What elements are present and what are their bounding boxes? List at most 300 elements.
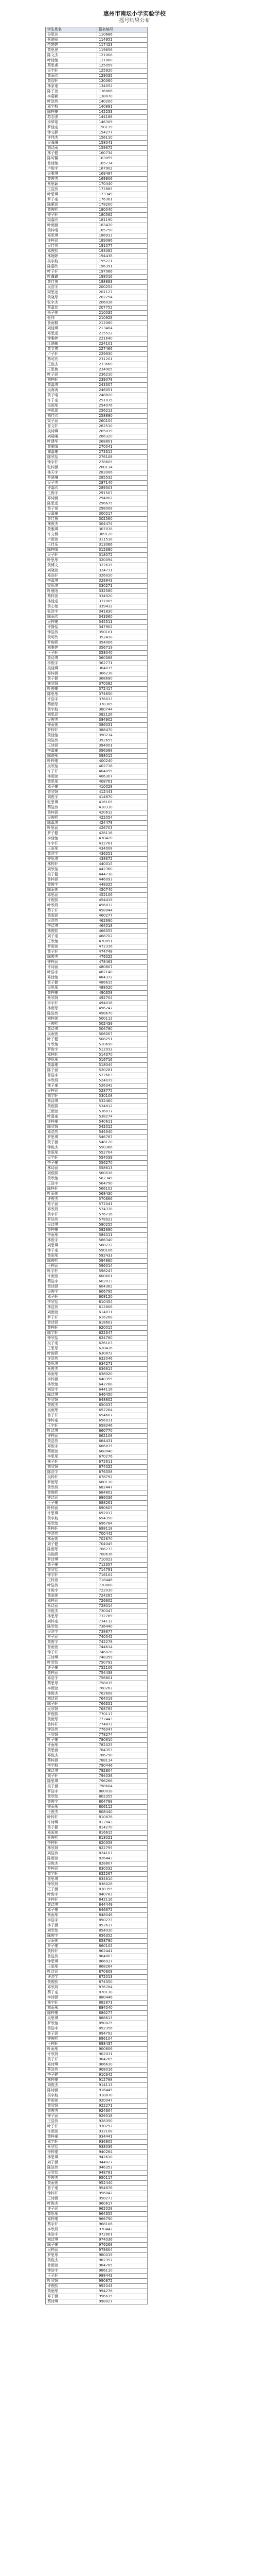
registration-number-cell: 215522 — [97, 331, 148, 336]
registration-number-cell: 508251 — [97, 1037, 148, 1042]
registration-number-cell: 265019 — [97, 429, 148, 434]
table-row — [46, 1083, 148, 1089]
student-name-cell: 黄宇航 — [46, 1516, 97, 1521]
table-row — [46, 1150, 148, 1156]
registration-number-cell: 962028 — [97, 2207, 148, 2212]
student-name-cell: 陈文杰 — [46, 53, 97, 58]
table-row — [46, 1650, 148, 1655]
table-row — [46, 110, 148, 115]
student-name-cell: 梁嘉欣 — [46, 218, 97, 223]
table-row — [46, 584, 148, 589]
student-name-cell: 蔡雨萱 — [46, 1449, 97, 1454]
student-name-cell: 黄梓轩 — [46, 1326, 97, 1331]
table-row — [46, 414, 148, 419]
table-row — [46, 1460, 148, 1465]
registration-number-cell: 234905 — [97, 367, 148, 372]
table-row — [46, 295, 148, 300]
table-row — [46, 316, 148, 321]
table-row — [46, 1434, 148, 1439]
table-row — [46, 1047, 148, 1053]
student-name-cell: 罗俊杰 — [46, 2176, 97, 2181]
registration-number-cell: 221640 — [97, 336, 148, 342]
registration-number-cell: 266320 — [97, 434, 148, 439]
registration-number-cell: 596014 — [97, 1264, 148, 1269]
table-row — [46, 630, 148, 635]
registration-number-cell: 612806 — [97, 1305, 148, 1310]
registration-number-cell: 910342 — [97, 2073, 148, 2078]
table-row — [46, 1037, 148, 1042]
registration-number-cell: 610454 — [97, 1300, 148, 1305]
table-row — [46, 898, 148, 903]
table-row — [46, 785, 148, 790]
registration-number-cell: 786798 — [97, 1753, 148, 1758]
student-name-cell: 许欣妍 — [46, 2052, 97, 2057]
table-row — [46, 1274, 148, 1279]
student-name-cell: 邓俊熙 — [46, 249, 97, 254]
student-name-cell: 曾子豪 — [46, 2186, 97, 2191]
registration-number-cell: 146309 — [97, 120, 148, 125]
table-row — [46, 1717, 148, 1722]
student-name-cell: 钟梓涵 — [46, 960, 97, 965]
student-name-cell: 钟宇轩 — [46, 460, 97, 465]
table-row — [46, 445, 148, 450]
student-name-cell: 许梓轩 — [46, 1897, 97, 1903]
registration-number-cell: 716104 — [97, 1573, 148, 1578]
student-name-cell: 曾雨萱 — [46, 1645, 97, 1650]
student-name-cell: 林思彤 — [46, 1614, 97, 1619]
student-name-cell: 黄思彤 — [46, 779, 97, 785]
registration-number-cell: 864803 — [97, 1954, 148, 1959]
student-name-cell: 黄雨萱 — [46, 2181, 97, 2186]
table-row — [46, 2104, 148, 2109]
registration-number-cell: 914113 — [97, 2083, 148, 2088]
registration-number-cell: 194438 — [97, 254, 148, 259]
registration-number-cell: 304474 — [97, 522, 148, 527]
table-row — [46, 1934, 148, 1939]
student-name-cell: 李宇航 — [46, 1764, 97, 1769]
table-row — [46, 1964, 148, 1970]
table-row — [46, 2057, 148, 2062]
table-row — [46, 1588, 148, 1594]
registration-number-cell: 530108 — [97, 1094, 148, 1099]
student-name-cell: 曾欣妍 — [46, 790, 97, 795]
student-name-cell: 钟文静 — [46, 130, 97, 135]
student-name-cell: 罗佳豪 — [46, 125, 97, 130]
registration-number-cell: 534812 — [97, 1104, 148, 1109]
registration-number-cell: 980019 — [97, 2253, 148, 2258]
student-name-cell: 黄子健 — [46, 676, 97, 682]
registration-number-cell: 754438 — [97, 1671, 148, 1676]
student-name-cell: 罗梓涵 — [46, 1867, 97, 1872]
table-row — [46, 1758, 148, 1764]
registration-number-cell: 684803 — [97, 1490, 148, 1496]
student-name-cell: 张梓涵 — [46, 465, 97, 470]
registration-number-cell: 626103 — [97, 1341, 148, 1346]
registration-number-cell: 874350 — [97, 1980, 148, 1985]
table-row — [46, 1032, 148, 1037]
student-name-cell: 钟雨彤 — [46, 1805, 97, 1810]
student-name-cell: 刘梓轩 — [46, 378, 97, 383]
student-name-cell: 吴雨彤 — [46, 1408, 97, 1413]
student-name-cell: 吴子杰 — [46, 481, 97, 486]
table-row — [46, 1599, 148, 1604]
table-row — [46, 867, 148, 872]
registration-number-cell: 678792 — [97, 1475, 148, 1480]
table-row — [46, 486, 148, 491]
table-row — [46, 1444, 148, 1449]
registration-number-cell: 440015 — [97, 862, 148, 867]
student-name-cell: 黄俊杰 — [46, 2258, 97, 2263]
student-name-cell: 黄欣妍 — [46, 2104, 97, 2109]
registration-number-cell: 474748 — [97, 950, 148, 955]
registration-number-cell: 130060 — [97, 79, 148, 84]
table-row — [46, 1810, 148, 1815]
registration-number-cell: 246051 — [97, 388, 148, 393]
student-name-cell: 罗晓琳 — [46, 476, 97, 481]
registration-number-cell: 794038 — [97, 1774, 148, 1779]
registration-number-cell: 998027 — [97, 2299, 148, 2304]
student-name-cell: 罗欣怡 — [46, 2021, 97, 2026]
student-name-cell: 邓宇轩 — [46, 2140, 97, 2145]
registration-number-cell: 224101 — [97, 342, 148, 347]
student-name-cell: 黄俊宇 — [46, 1640, 97, 1645]
table-row — [46, 2042, 148, 2047]
registration-number-cell: 258890 — [97, 414, 148, 419]
table-row — [46, 1836, 148, 1841]
student-name-cell: 许雨萱 — [46, 2129, 97, 2134]
table-row — [46, 1114, 148, 1120]
registration-number-cell: 796266 — [97, 1779, 148, 1784]
table-row — [46, 372, 148, 378]
student-name-cell: 张宇杰 — [46, 300, 97, 306]
registration-number-cell: 752106 — [97, 1666, 148, 1671]
registration-number-cell: 356719 — [97, 646, 148, 651]
table-row — [46, 105, 148, 110]
student-name-cell: 王浩然 — [46, 2119, 97, 2124]
table-row — [46, 254, 148, 259]
table-row — [46, 1439, 148, 1444]
student-name-cell: 邓浩轩 — [46, 573, 97, 579]
table-row — [46, 1532, 148, 1537]
table-row — [46, 1892, 148, 1897]
student-name-cell: 曾诗涵 — [46, 1320, 97, 1326]
student-name-cell: 邓雨彤 — [46, 1372, 97, 1377]
student-name-cell: 刘雨萱 — [46, 1310, 97, 1315]
student-name-cell: 叶思涵 — [46, 826, 97, 831]
student-name-cell: 邓俊宇 — [46, 1444, 97, 1449]
table-row — [46, 1954, 148, 1959]
registration-number-cell: 544340 — [97, 1130, 148, 1135]
student-name-cell: 陈晓彤 — [46, 754, 97, 759]
table-row — [46, 1722, 148, 1727]
student-name-cell: 刘思涵 — [46, 713, 97, 718]
table-row — [46, 166, 148, 172]
table-row — [46, 573, 148, 579]
student-name-cell: 陈俊杰 — [46, 955, 97, 960]
registration-number-cell: 372417 — [97, 687, 148, 692]
student-name-cell: 黄浩宇 — [46, 2026, 97, 2031]
student-name-cell: 黄子轩 — [46, 2057, 97, 2062]
table-row — [46, 1990, 148, 1995]
registration-number-cell: 289303 — [97, 486, 148, 491]
registration-number-cell: 862441 — [97, 1949, 148, 1954]
student-name-cell: 林欣妍 — [46, 1846, 97, 1851]
student-name-cell: 黄子健 — [46, 1825, 97, 1831]
registration-number-cell: 924604 — [97, 2109, 148, 2114]
student-name-cell: 刘浩然 — [46, 1851, 97, 1856]
student-name-cell: 林欣妍 — [46, 682, 97, 687]
student-name-cell: 陈思远 — [46, 501, 97, 506]
registration-number-cell: 482140 — [97, 970, 148, 975]
student-name-cell: 陈欣怡 — [46, 455, 97, 460]
table-row — [46, 1552, 148, 1557]
student-name-cell: 王俊熙 — [46, 1022, 97, 1027]
registration-number-cell: 758035 — [97, 1681, 148, 1686]
student-name-cell: 许俊熙 — [46, 2284, 97, 2289]
registration-number-cell: 298008 — [97, 506, 148, 512]
student-name-cell: 罗雨萱 — [46, 2098, 97, 2104]
student-name-cell: 陈诗琪 — [46, 1393, 97, 1398]
registration-number-cell: 944027 — [97, 2160, 148, 2165]
registration-number-cell: 404095 — [97, 769, 148, 774]
student-name-cell: 吴欣怡 — [46, 764, 97, 769]
registration-number-cell: 654607 — [97, 1413, 148, 1418]
registration-number-cell: 380744 — [97, 707, 148, 713]
table-row — [46, 1341, 148, 1346]
registration-number-cell: 888613 — [97, 2016, 148, 2021]
student-name-cell: 吴佳琪 — [46, 666, 97, 671]
registration-number-cell: 948781 — [97, 2171, 148, 2176]
column-header-student-name: 学生姓名 — [46, 27, 97, 32]
registration-number-cell: 178200 — [97, 202, 148, 208]
registration-number-cell: 291507 — [97, 491, 148, 496]
table-row — [46, 640, 148, 646]
registration-number-cell: 548120 — [97, 1140, 148, 1145]
table-row — [46, 1485, 148, 1490]
table-row — [46, 1125, 148, 1130]
student-name-cell: 林俊宇 — [46, 1238, 97, 1243]
registration-number-cell: 154277 — [97, 130, 148, 135]
registration-number-cell: 682447 — [97, 1485, 148, 1490]
table-row — [46, 676, 148, 682]
student-name-cell: 黄子晴 — [46, 393, 97, 398]
registration-number-cell: 343360 — [97, 615, 148, 620]
student-name-cell: 钟思琪 — [46, 857, 97, 862]
table-row — [46, 1377, 148, 1382]
student-name-cell: 林俊杰 — [46, 1691, 97, 1697]
registration-number-cell: 210928 — [97, 316, 148, 321]
table-row — [46, 1594, 148, 1599]
registration-number-cell: 436251 — [97, 852, 148, 857]
student-name-cell: 邓子豪 — [46, 1908, 97, 1913]
table-row — [46, 2165, 148, 2171]
registration-number-cell: 778274 — [97, 1733, 148, 1738]
table-row — [46, 1686, 148, 1691]
table-row — [46, 1815, 148, 1820]
table-row — [46, 1228, 148, 1233]
registration-number-cell: 776047 — [97, 1727, 148, 1733]
student-name-cell: 邓雨萱 — [46, 1831, 97, 1836]
student-name-cell: 陈浩宇 — [46, 1470, 97, 1475]
student-name-cell: 许梓豪 — [46, 1120, 97, 1125]
table-row — [46, 326, 148, 331]
table-row — [46, 553, 148, 558]
student-name-cell: 叶雨彤 — [46, 2047, 97, 2052]
student-name-cell: 罗思琪 — [46, 1135, 97, 1140]
student-name-cell: 李欣怡 — [46, 1300, 97, 1305]
student-name-cell: 刘梓萱 — [46, 1016, 97, 1022]
registration-number-cell: 886277 — [97, 2011, 148, 2016]
student-name-cell: 李子豪 — [46, 1161, 97, 1166]
student-name-cell: 许子涵 — [46, 2207, 97, 2212]
table-row — [46, 476, 148, 481]
registration-number-cell: 546787 — [97, 1135, 148, 1140]
registration-number-cell: 476025 — [97, 955, 148, 960]
student-name-cell: 蔡雨彤 — [46, 702, 97, 707]
registration-number-cell: 512033 — [97, 1047, 148, 1053]
student-name-cell: 许俊熙 — [46, 898, 97, 903]
registration-number-cell: 552704 — [97, 1150, 148, 1156]
student-name-cell: 刘俊熙 — [46, 1171, 97, 1176]
registration-number-cell: 186913 — [97, 233, 148, 239]
table-row — [46, 635, 148, 640]
registration-number-cell: 254076 — [97, 403, 148, 409]
student-name-cell: 叶诗涵 — [46, 1970, 97, 1975]
page-subtitle: 摇号结果公布 — [119, 18, 150, 24]
table-row — [46, 2171, 148, 2176]
table-row — [46, 604, 148, 609]
registration-number-cell: 472316 — [97, 944, 148, 950]
student-name-cell: 钟雨萱 — [46, 723, 97, 728]
registration-number-cell: 248820 — [97, 393, 148, 398]
student-name-cell: 王诗涵 — [46, 2196, 97, 2201]
table-row — [46, 1702, 148, 1707]
registration-number-cell: 960617 — [97, 2201, 148, 2207]
student-name-cell: 王浩宇 — [46, 1181, 97, 1187]
registration-number-cell: 382126 — [97, 713, 148, 718]
registration-number-cell: 207752 — [97, 306, 148, 311]
registration-number-cell: 169487 — [97, 172, 148, 177]
student-name-cell: 陈梓豪 — [46, 2011, 97, 2016]
table-row — [46, 609, 148, 615]
registration-number-cell: 676358 — [97, 1470, 148, 1475]
table-row — [46, 749, 148, 754]
registration-number-cell: 898437 — [97, 2042, 148, 2047]
registration-number-cell: 706273 — [97, 1547, 148, 1552]
student-name-cell: 黄诗琪 — [46, 1903, 97, 1908]
student-name-cell: 叶欣妍 — [46, 903, 97, 908]
student-name-cell: 林欣怡 — [46, 1382, 97, 1387]
table-row — [46, 955, 148, 960]
student-name-cell: 黄子悦 — [46, 506, 97, 512]
registration-number-cell: 922271 — [97, 2104, 148, 2109]
student-name-cell: 刘欣怡 — [46, 1928, 97, 1934]
registration-number-cell: 710023 — [97, 1557, 148, 1563]
table-row — [46, 1872, 148, 1877]
table-row — [46, 1655, 148, 1660]
student-name-cell: 许俊宇 — [46, 1588, 97, 1594]
table-row — [46, 2011, 148, 2016]
student-name-cell: 刘子涵 — [46, 2160, 97, 2165]
student-name-cell: 黄浩宇 — [46, 852, 97, 857]
table-row — [46, 965, 148, 970]
registration-number-cell: 854030 — [97, 1928, 148, 1934]
registration-number-cell: 309120 — [97, 532, 148, 537]
registration-number-cell: 766351 — [97, 1702, 148, 1707]
registration-number-cell: 816615 — [97, 1831, 148, 1836]
registration-number-cell: 150119 — [97, 125, 148, 130]
table-row — [46, 1465, 148, 1470]
table-row — [46, 697, 148, 702]
registration-number-cell: 830032 — [97, 1867, 148, 1872]
registration-number-cell: 590106 — [97, 1248, 148, 1253]
registration-number-cell: 416105 — [97, 800, 148, 805]
table-row — [46, 1248, 148, 1253]
table-row — [46, 615, 148, 620]
registration-number-cell: 608120 — [97, 1295, 148, 1300]
table-row — [46, 718, 148, 723]
registration-number-cell: 315380 — [97, 548, 148, 553]
page-title: 惠州市南坛小学实验学校 — [103, 10, 166, 17]
registration-number-cell: 856352 — [97, 1934, 148, 1939]
table-row — [46, 1609, 148, 1614]
student-name-cell: 王梓涵 — [46, 1264, 97, 1269]
registration-number-cell: 584011 — [97, 1233, 148, 1238]
table-row — [46, 2067, 148, 2073]
student-name-cell: 罗子健 — [46, 831, 97, 836]
registration-number-cell: 337005 — [97, 599, 148, 604]
student-name-cell: 黄智轩 — [46, 79, 97, 84]
registration-number-cell: 454419 — [97, 898, 148, 903]
student-name-cell: 许子轩 — [46, 769, 97, 774]
registration-number-cell: 790446 — [97, 1764, 148, 1769]
table-row — [46, 1980, 148, 1985]
student-name-cell: 陈雨萱 — [46, 888, 97, 893]
registration-number-cell: 462690 — [97, 919, 148, 924]
registration-number-cell: 452106 — [97, 893, 148, 898]
table-row — [46, 2207, 148, 2212]
registration-number-cell: 896104 — [97, 2037, 148, 2042]
registration-number-cell: 374650 — [97, 692, 148, 697]
student-name-cell: 刘子轩 — [46, 1774, 97, 1779]
registration-number-cell: 792804 — [97, 1769, 148, 1774]
registration-number-cell: 400240 — [97, 759, 148, 764]
student-name-cell: 罗浩宇 — [46, 1789, 97, 1794]
student-name-cell: 钟雅婷 — [46, 336, 97, 342]
student-name-cell: 李嘉琪 — [46, 579, 97, 584]
table-row — [46, 646, 148, 651]
registration-number-cell: 744614 — [97, 1645, 148, 1650]
registration-number-cell: 994276 — [97, 2289, 148, 2294]
student-name-cell: 刘诗琪 — [46, 2238, 97, 2243]
document-header — [0, 0, 269, 27]
registration-number-cell: 578023 — [97, 1217, 148, 1223]
student-name-cell: 许诗琪 — [46, 1820, 97, 1825]
student-name-cell: 陈宇轩 — [46, 1331, 97, 1336]
table-row — [46, 419, 148, 424]
registration-number-cell: 494016 — [97, 1001, 148, 1006]
student-name-cell: 黄雨涵 — [46, 913, 97, 919]
student-name-cell: 邓梓轩 — [46, 1053, 97, 1058]
student-name-cell: 吴诗琪 — [46, 1223, 97, 1228]
student-name-cell: 吴浩宇 — [46, 285, 97, 290]
table-row — [46, 1212, 148, 1217]
table-row — [46, 548, 148, 553]
registration-number-cell: 674025 — [97, 1465, 148, 1470]
student-name-cell: 卢子轩 — [46, 352, 97, 357]
table-row — [46, 1171, 148, 1176]
table-row — [46, 1161, 148, 1166]
